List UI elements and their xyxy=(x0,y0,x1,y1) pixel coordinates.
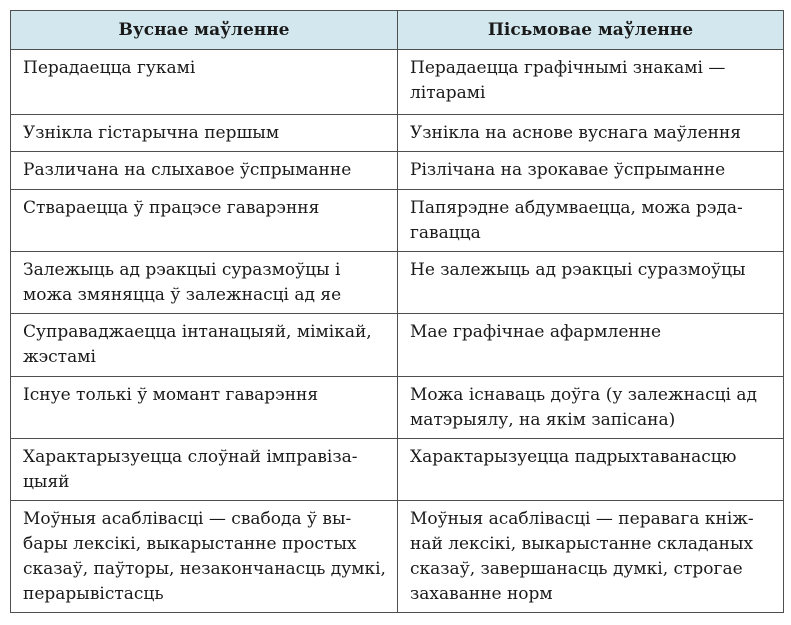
oral-cell: Характарызуецца слоўнай імправізацыяй xyxy=(11,439,398,501)
table-row xyxy=(11,50,784,115)
written-cell: Можа існаваць доўга (у залежнасці ад матэрыялу, на якім запісана) xyxy=(398,377,784,439)
written-cell: Моўныя асаблівасці — перавага кніжнай лексікі, выкарыстанне складаных сказаў, завершанасць думкі, строгае захаванне норм xyxy=(398,501,784,613)
table-header xyxy=(11,11,784,50)
table-row xyxy=(11,252,784,314)
table-row xyxy=(11,439,784,501)
written-cell: Папярэдне абдумваецца, можа рэдагавацца xyxy=(398,190,784,252)
table-row xyxy=(11,314,784,377)
table-row xyxy=(11,115,784,152)
column-header-written-speech: Пісьмовае маўленне xyxy=(398,11,784,50)
written-cell: Різлічана на зрокавае ўспрыманне xyxy=(398,152,784,190)
oral-cell: Ствараецца ў працэсе гаварэння xyxy=(11,190,398,252)
comparison-table xyxy=(10,10,784,613)
header-row xyxy=(11,11,784,50)
written-cell: Перадаецца графічнымі знакамі — літарамі xyxy=(398,50,784,115)
oral-cell: Моўныя асаблівасці — свабода ў выбары лексікі, выкарыстанне простых сказаў, паўторы, незакончанасць думкі, перарывістасць xyxy=(11,501,398,613)
written-cell: Узнікла на аснове вуснага маўлення xyxy=(398,115,784,152)
table-body xyxy=(11,50,784,613)
table-row xyxy=(11,152,784,190)
table-row xyxy=(11,190,784,252)
oral-cell: Узнікла гістарычна першым xyxy=(11,115,398,152)
written-cell: Характарызуецца падрыхтаванасцю xyxy=(398,439,784,501)
oral-cell: Існуе толькі ў момант гаварэння xyxy=(11,377,398,439)
written-cell: Мае графічнае афармленне xyxy=(398,314,784,377)
oral-cell: Суправаджаецца інтанацыяй, мімікай, жэстамі xyxy=(11,314,398,377)
oral-cell: Залежыць ад рэакцыі суразмоўцы і можа змяняцца ў залежнасці ад яе xyxy=(11,252,398,314)
table-row xyxy=(11,501,784,613)
column-header-oral-speech: Вуснае маўленне xyxy=(11,11,398,50)
oral-cell: Перадаецца гукамі xyxy=(11,50,398,115)
written-cell: Не залежыць ад рэакцыі суразмоўцы xyxy=(398,252,784,314)
table-row xyxy=(11,377,784,439)
oral-cell: Различана на слыхавое ўспрыманне xyxy=(11,152,398,190)
